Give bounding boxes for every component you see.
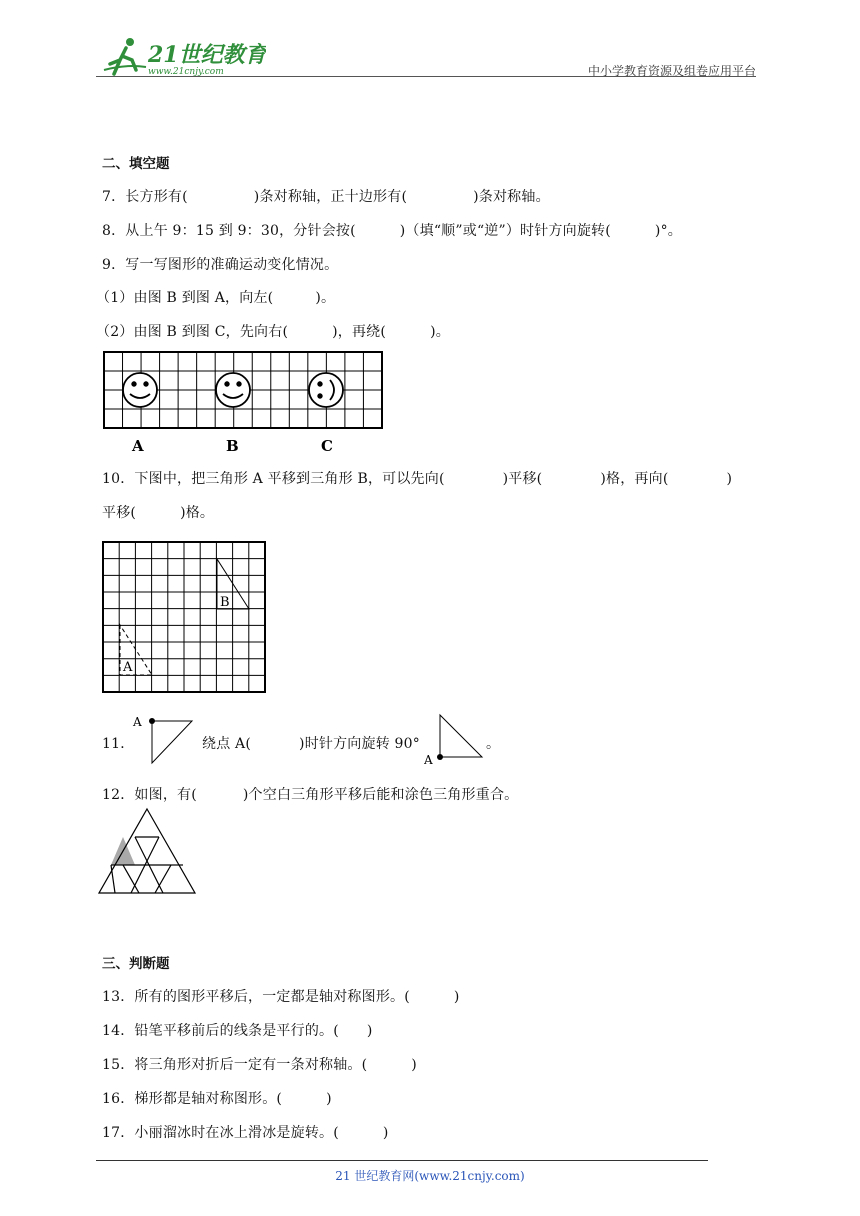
question-10-line2: 平移( )格。 <box>102 505 215 521</box>
question-9-stem: 9．写一写图形的准确运动变化情况。 <box>102 257 339 273</box>
question-11-number: 11． <box>102 736 135 752</box>
question-9-part1: （1）由图 B 到图 A，向左( )。 <box>96 290 336 306</box>
question-7: 7．长方形有( )条对称轴，正十边形有( )条对称轴。 <box>102 189 550 205</box>
header-divider <box>96 76 756 77</box>
question-8: 8．从上午 9：15 到 9：30，分针会按( )（填“顺”或“逆”）时针方向旋转( )°。 <box>102 223 682 239</box>
section-title-true-false: 三、判断题 <box>102 956 170 972</box>
translation-grid-figure <box>100 540 270 700</box>
svg-text:A: A <box>424 753 433 767</box>
section-title-fill-blank: 二、填空题 <box>102 156 170 172</box>
footer-divider <box>96 1160 708 1161</box>
question-10-line1: 10．下图中，把三角形 A 平移到三角形 B，可以先向( )平移( )格，再向( ) <box>102 471 733 487</box>
question-11-text: 绕点 A( )时针方向旋转 90° <box>202 736 420 752</box>
label-a: A <box>132 437 144 455</box>
label-b: B <box>226 437 239 455</box>
question-12: 12．如图，有( )个空白三角形平移后能和涂色三角形重合。 <box>102 787 519 803</box>
question-13: 13．所有的图形平移后，一定都是轴对称图形。( ) <box>102 989 460 1005</box>
logo-url: www.21cnjy.com <box>148 67 224 77</box>
question-15: 15．将三角形对折后一定有一条对称轴。( ) <box>102 1057 417 1073</box>
smiley-grid-figure <box>100 350 390 464</box>
question-14: 14．铅笔平移前后的线条是平行的。( ) <box>102 1023 373 1039</box>
smiley-face-b <box>216 373 250 407</box>
question-11-end: 。 <box>486 736 501 752</box>
triangle-before-rotation <box>132 712 196 772</box>
triangle-a-label: A <box>123 660 133 675</box>
question-16: 16．梯形都是轴对称图形。( ) <box>102 1091 332 1107</box>
question-17: 17．小丽溜冰时在冰上滑冰是旋转。( ) <box>102 1125 389 1141</box>
smiley-face-a <box>123 373 157 407</box>
label-c: C <box>321 437 333 455</box>
logo-text: 21世纪教育 <box>148 42 266 68</box>
triangle-tiling-figure <box>98 806 198 900</box>
triangle-b-label: B <box>220 595 230 610</box>
site-logo <box>96 34 266 80</box>
platform-name: 中小学教育资源及组卷应用平台 <box>587 64 756 78</box>
question-9-part2: （2）由图 B 到图 C，先向右( )，再绕( )。 <box>96 324 450 340</box>
svg-text:A: A <box>133 715 142 729</box>
smiley-face-c <box>309 373 343 407</box>
footer-text: 21 世纪教育网(www.21cnjy.com) <box>335 1169 525 1183</box>
triangle-after-rotation <box>424 712 486 772</box>
